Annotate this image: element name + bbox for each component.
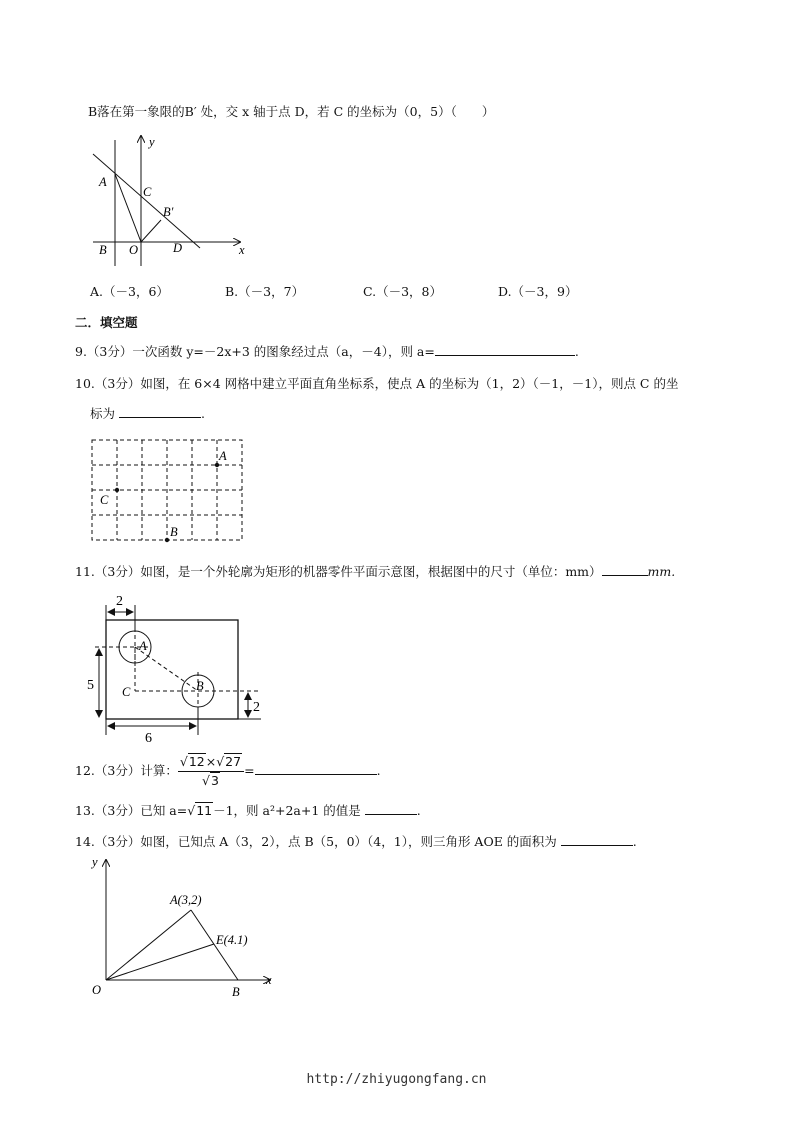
- label-C: C: [100, 493, 109, 507]
- label-D: D: [173, 241, 183, 255]
- section-title: 二．填空题: [75, 315, 138, 330]
- label-x: x: [239, 243, 245, 257]
- option-d: D.（－3，9）: [498, 284, 578, 299]
- label-B: B: [196, 679, 204, 693]
- q8-figure: [85, 130, 255, 270]
- label-B: B: [232, 985, 240, 999]
- footer-url[interactable]: http://zhiyugongfang.cn: [306, 1072, 487, 1087]
- option-a: A.（－3，6）: [90, 284, 169, 299]
- dim-left: 5: [87, 678, 94, 693]
- label-A: A: [139, 639, 147, 653]
- segment-OA: [106, 910, 191, 980]
- q9-text: 9.（3分）一次函数 y=－2x+3 的图象经过点（a，－4），则 a=: [75, 344, 435, 359]
- q12-fraction: $\frac{√12\times√27}{√3}$: [178, 753, 244, 790]
- option-c: C.（－3，8）: [363, 284, 442, 299]
- label-A: A: [219, 449, 227, 463]
- dim-top: 2: [116, 594, 123, 609]
- segment-OB2: [141, 220, 161, 242]
- q12: 12.（3分）计算： $\frac{√12\times√27}{√3}$ = .: [75, 754, 381, 788]
- q14: 14.（3分）如图，已知点 A（3，2），点 B（5，0）（4，1），则三角形 AOE 的面积为 .: [75, 834, 637, 849]
- q11: 11.（3分）如图，是一个外轮廓为矩形的机器零件平面示意图，根据图中的尺寸（单位：mm） mm.: [75, 564, 676, 579]
- label-E: E(4.1): [216, 933, 248, 947]
- label-y: y: [149, 135, 155, 149]
- q11-answer-blank[interactable]: [602, 563, 648, 576]
- dim-bottom: 6: [145, 731, 152, 746]
- dim-right: 2: [253, 700, 260, 715]
- label-B: B: [99, 243, 107, 257]
- label-O: O: [92, 983, 102, 997]
- label-A: A: [99, 175, 107, 189]
- q14-answer-blank[interactable]: [561, 833, 633, 846]
- q11-part-figure: [85, 590, 275, 750]
- option-b: B.（－3，7）: [225, 284, 305, 299]
- outer-rectangle: [106, 620, 238, 719]
- q9: 9.（3分）一次函数 y=－2x+3 的图象经过点（a，－4），则 a= .: [75, 344, 579, 359]
- label-x: x: [266, 973, 272, 987]
- q12-answer-blank[interactable]: [255, 762, 377, 775]
- label-B: B: [170, 525, 178, 539]
- q14-figure: [88, 852, 283, 1002]
- label-C: C: [143, 185, 152, 199]
- q10-line2: 标为 .: [90, 406, 205, 421]
- q8-stem: B落在第一象限的B′ 处，交 x 轴于点 D，若 C 的坐标为（0，5）（ ）: [88, 104, 495, 119]
- q13: 13.（3分）已知 a=√11－1，则 a²+2a+1 的值是 .: [75, 803, 421, 818]
- q10-grid-figure: [88, 436, 248, 546]
- q13-answer-blank[interactable]: [365, 802, 417, 815]
- fold-line: [93, 154, 200, 248]
- label-A: A(3,2): [170, 893, 202, 907]
- label-B2: B′: [163, 205, 174, 219]
- label-y: y: [92, 855, 98, 869]
- label-O: O: [129, 243, 139, 257]
- q9-answer-blank[interactable]: [435, 343, 575, 356]
- q10-answer-blank[interactable]: [119, 405, 201, 418]
- q10-line1: 10.（3分）如图，在 6×4 网格中建立平面直角坐标系，使点 A 的坐标为（1，2）（－1，－1），则点 C 的坐: [75, 376, 679, 391]
- segment-OE: [106, 944, 214, 980]
- label-C: C: [122, 685, 131, 699]
